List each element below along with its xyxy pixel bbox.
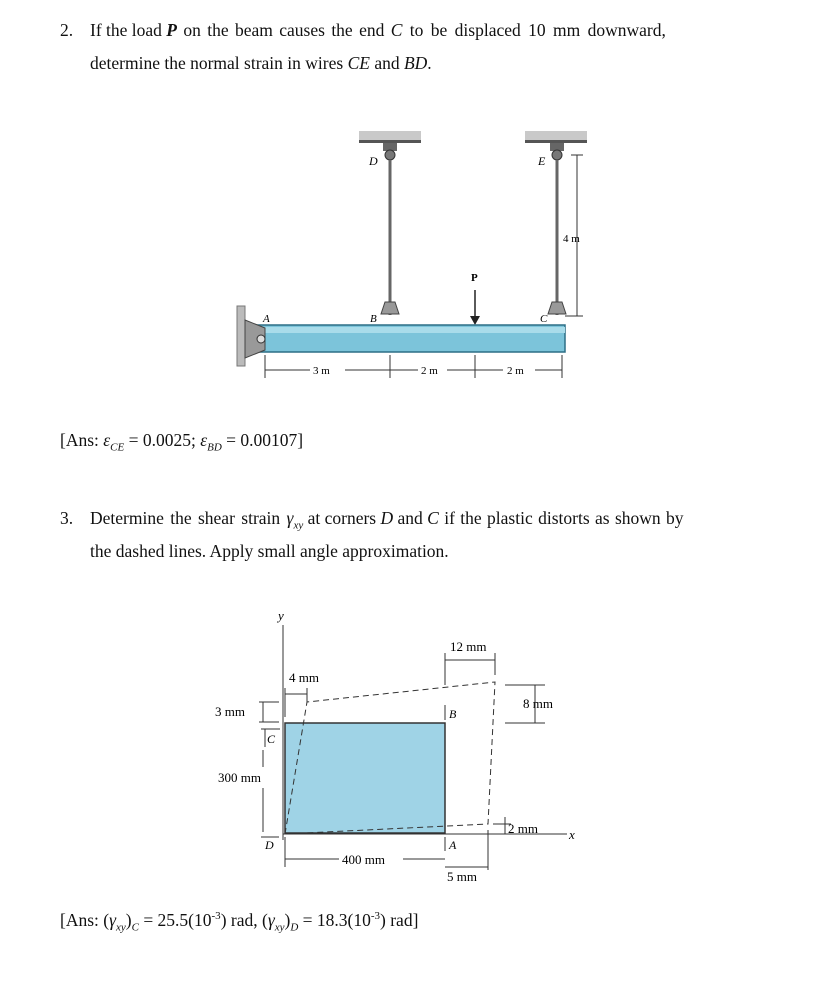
dim-4mm: 4 mm — [289, 670, 319, 685]
label-p: P — [471, 272, 478, 284]
plastic-plate — [285, 723, 445, 833]
label-d-corner: D — [265, 838, 274, 852]
problem-3-line-1: Determine the shear strain $\gamma_{xy}$ at corners D and C if the plastic distorts as shown by — [90, 508, 684, 532]
dim-12mm: 12 mm — [450, 639, 487, 654]
problem-3-number: 3. — [60, 508, 74, 528]
ceiling-support-e — [525, 131, 587, 160]
dim-2mm: 2 mm — [508, 821, 538, 836]
problem-3-line-2: the dashed lines. Apply small angle approximation. — [90, 541, 449, 561]
label-b-corner: B — [449, 707, 457, 721]
label-a-corner: A — [449, 838, 457, 852]
problem-3-answer: [Ans: $(\gamma_{xy})_C = 25.5(10^{-3})$ rad, $(\gamma_{xy})_D = 18.3(10^{-3})$ rad] — [60, 910, 419, 934]
label-c: C — [540, 313, 548, 325]
label-d: D — [369, 154, 378, 168]
label-c-corner: C — [267, 732, 276, 746]
dim-3mm: 3 mm — [215, 704, 245, 719]
dim-3m: 3 m — [313, 365, 330, 377]
dim-300mm: 300 mm — [218, 770, 261, 785]
dim-8mm: 8 mm — [523, 696, 553, 711]
problem-3-question — [0, 502, 827, 572]
dim-5mm: 5 mm — [447, 869, 477, 884]
label-b: B — [370, 313, 377, 325]
dim-400mm: 400 mm — [342, 852, 385, 867]
problem-2-line-2: determine the normal strain in wires CE and BD. — [90, 53, 432, 73]
dim-2m-first: 2 m — [421, 365, 438, 377]
problem-2-line-1: If the load P on the beam causes the end C to be displaced 10 mm downward, — [90, 20, 666, 40]
label-e: E — [538, 154, 546, 168]
plastic-distortion-figure — [205, 605, 605, 890]
dim-2m-second: 2 m — [507, 365, 524, 377]
beam-wire-figure — [225, 120, 605, 385]
dim-4m: 4 m — [563, 233, 580, 245]
problem-2-question — [0, 14, 827, 84]
problem-2-answer: [Ans: $\varepsilon_{CE} = 0.0025$; $\varepsilon_{BD} = 0.00107$] — [60, 430, 304, 454]
label-a: A — [263, 313, 270, 325]
pin-support-a — [237, 306, 265, 366]
problem-2-number: 2. — [60, 20, 74, 40]
label-y: y — [278, 608, 284, 623]
label-x: x — [569, 827, 575, 842]
